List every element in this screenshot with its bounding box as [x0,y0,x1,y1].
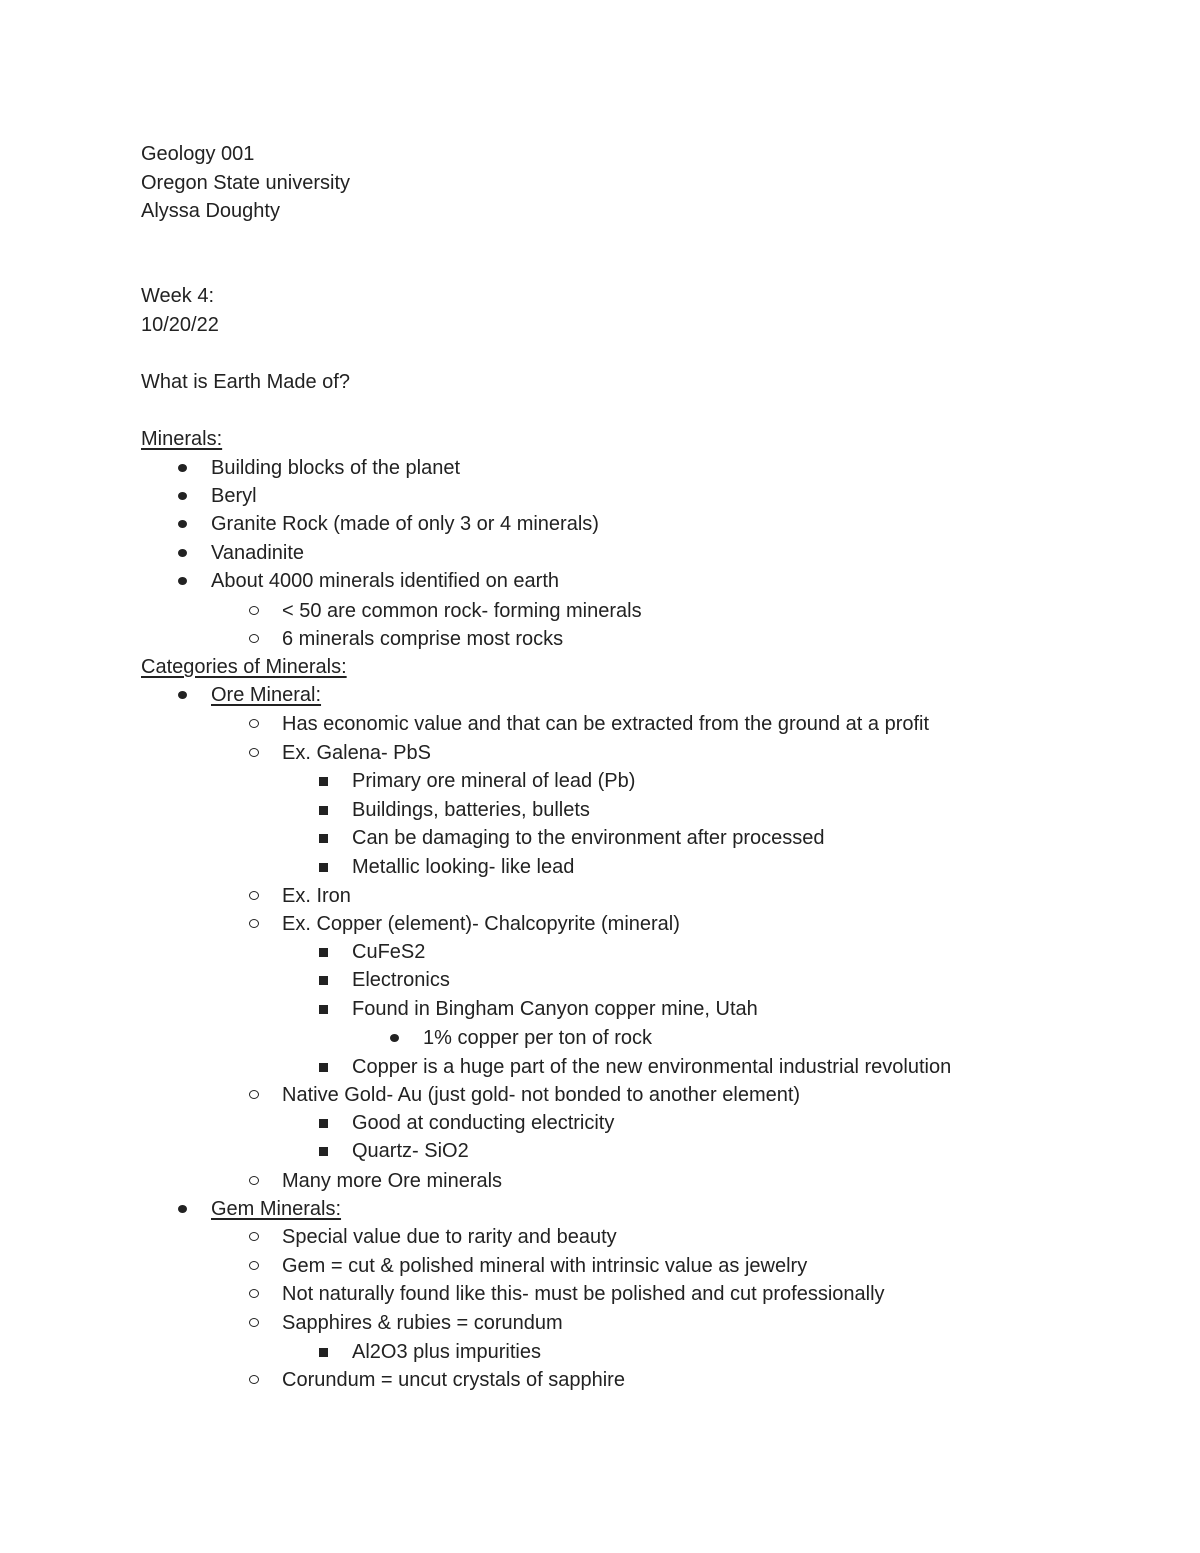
bullet-dot-icon [178,549,187,557]
school-name: Oregon State university [141,172,350,194]
bullet-circle-icon [249,1318,259,1327]
bullet-dot-icon [390,1034,399,1042]
week-date: 10/20/22 [141,314,219,336]
bullet-square-icon [319,976,328,985]
bullet-dot-icon [178,464,187,472]
bullet-circle-icon [249,606,259,615]
bullet-circle-icon [249,919,259,928]
bullet-dot-icon [178,577,187,585]
gem-minerals-heading: Gem Minerals: [211,1198,342,1220]
bullet-circle-icon [249,1176,259,1185]
bullet-circle-icon [249,719,259,728]
bullet-dot-icon [178,492,187,500]
ore-mineral-heading: Ore Mineral: [211,684,322,706]
bullet-square-icon [319,1063,328,1072]
course-title: Geology 001 [141,143,255,165]
week-label: Week 4: [141,285,214,307]
bullet-square-icon [319,806,328,815]
author-name: Alyssa Doughty [141,200,280,222]
bullet-circle-icon [249,1232,259,1241]
bullet-square-icon [319,777,328,786]
bullet-dot-icon [178,691,187,699]
bullet-square-icon [319,863,328,872]
bullet-circle-icon [249,1289,259,1298]
bullet-circle-icon [249,1375,259,1384]
bullet-square-icon [319,1005,328,1014]
minerals-heading: Minerals: [141,428,223,450]
bullet-circle-icon [249,634,259,643]
bullet-dot-icon [178,520,187,528]
bullet-square-icon [319,1119,328,1128]
bullet-circle-icon [249,1090,259,1099]
bullet-circle-icon [249,891,259,900]
question-heading: What is Earth Made of? [141,371,350,393]
bullet-square-icon [319,1147,328,1156]
categories-heading: Categories of Minerals: [141,656,347,678]
bullet-square-icon [319,948,328,957]
document-page: Geology 001 Oregon State university Alyssa Doughty Week 4: 10/20/22 What is Earth Made of? Minerals: Building blocks of the planet Beryl Granite Rock (made of only 3 or 4 minerals) Vanadinite About 4000 minerals identified on earth < 50 are common rock- forming minerals 6 minerals comprise most rocks Categories of Minerals: Ore Mineral: Has economic value and that can be extracted from the ground at a profit Ex. Galena- PbS Primary ore mineral of lead (Pb) Buildings, batteries, bullets Can be damaging to the environment after processed Metallic looking- like lead Ex. Iron Ex. Copper (element)- Chalcopyrite (mineral) CuFeS2 Electronics Found in Bingham Canyon copper mine, Utah 1% copper per ton of rock Copper is a huge part of the new environmental industrial revolution Native Gold- Au (just gold- not bonded to another element) Good at conducting electricity Quartz- SiO2 Many more Ore minerals Gem Minerals: Special value due to rarity and beauty Gem = cut & polished mineral with intrinsic value as jewelry Not naturally found like this- must be polished and cut professionally Sapphires & rubies = corundum Al2O3 plus impurities Corundum = uncut crystals of sapphire [0,0,1200,1553]
bullet-circle-icon [249,1261,259,1270]
bullet-square-icon [319,834,328,843]
bullet-dot-icon [178,1205,187,1213]
bullet-circle-icon [249,748,259,757]
bullet-square-icon [319,1348,328,1357]
